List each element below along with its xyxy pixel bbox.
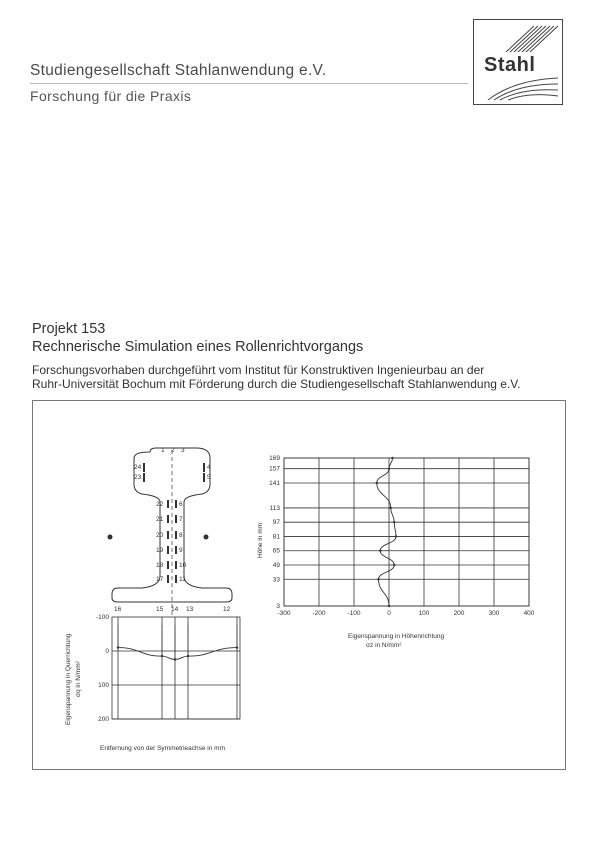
vertical-xtick-label: -100: [347, 610, 361, 617]
transverse-stress-chart: [65, 614, 240, 752]
logo-text: Stahl: [484, 54, 536, 76]
rail-label-23: 23: [134, 474, 142, 481]
rail-label-11: 11: [179, 576, 186, 583]
vertical-data-point: [393, 564, 395, 566]
project-description-line-1: Forschungsvorhaben durchgeführt vom Institut für Konstruktiven Ingenieurbau an der: [32, 363, 485, 377]
rail-label-5: 5: [207, 474, 211, 481]
vertical-ytick-label: 65: [272, 547, 280, 555]
organization-subtitle: Forschung für die Praxis: [30, 88, 192, 104]
vertical-chart-xlabel-1: Eigenspannung in Höhenrichtung: [348, 633, 445, 640]
vertical-data-point: [393, 521, 395, 523]
rail-label-19: 19: [156, 547, 164, 554]
rail-label-17: 17: [156, 576, 164, 583]
organization-name: Studiengesellschaft Stahlanwendung e.V.: [30, 62, 327, 79]
transverse-chart-ylabel-1: Eigenspannung in Querrichtung: [65, 633, 72, 725]
vertical-xtick-label: -300: [277, 610, 291, 617]
vertical-ytick-label: 81: [272, 533, 280, 541]
vertical-chart-xlabel-2: σz in N/mm²: [366, 642, 402, 649]
vertical-chart-frame: [284, 458, 529, 606]
transverse-ytick-label: 100: [98, 682, 109, 689]
project-subtitle: Rechnerische Simulation eines Rollenrichtvorgangs: [32, 339, 364, 355]
transverse-chart-frame: [112, 617, 240, 719]
transverse-data-point: [187, 655, 189, 657]
right-roller-icon: [204, 535, 209, 540]
transverse-chart-xlabel: Entfernung von der Symmetrieachse in mm: [100, 745, 225, 752]
vertical-data-point: [376, 482, 378, 484]
vertical-xtick-label: 100: [418, 610, 430, 617]
transverse-data-point: [236, 646, 238, 648]
rail-label-24: 24: [134, 464, 142, 471]
rail-label-6: 6: [179, 501, 183, 508]
rail-label-15: 15: [156, 606, 164, 613]
rail-label-12: 12: [223, 606, 231, 613]
vertical-ytick-label: 3: [276, 603, 280, 610]
rail-label-20: 20: [156, 532, 164, 539]
vertical-data-point: [395, 535, 397, 537]
vertical-ytick-label: 97: [272, 519, 280, 527]
rail-label-10: 10: [179, 562, 187, 569]
vertical-xtick-label: 200: [453, 610, 465, 617]
vertical-ytick-label: 141: [269, 479, 280, 487]
vertical-stress-chart: [257, 455, 535, 649]
vertical-xtick-label: 0: [387, 610, 391, 617]
vertical-ytick-label: 157: [269, 465, 280, 473]
vertical-ytick-label: 113: [269, 504, 280, 512]
rail-label-1: 1: [161, 447, 165, 454]
rail-label-3: 3: [181, 447, 185, 454]
vertical-data-point: [379, 550, 381, 552]
left-roller-icon: [108, 535, 113, 540]
vertical-xtick-label: -200: [312, 610, 326, 617]
figure-canvas: [32, 400, 566, 770]
transverse-stress-curve: [118, 648, 237, 660]
vertical-ytick-label: 33: [272, 576, 280, 584]
stahl-logo: [473, 19, 563, 105]
vertical-data-point: [390, 507, 392, 509]
rail-label-13: 13: [186, 606, 194, 613]
rail-label-18: 18: [156, 562, 164, 569]
vertical-data-point: [391, 457, 393, 459]
rail-label-16: 16: [114, 606, 122, 613]
project-description-line-2: Ruhr-Universität Bochum mit Förderung durch die Studiengesellschaft Stahlanwendung e.V.: [32, 377, 521, 391]
vertical-ytick-label: 169: [269, 455, 280, 462]
vertical-xtick-label: 300: [488, 610, 500, 617]
rail-label-4: 4: [207, 464, 211, 471]
rail-label-2: 2: [171, 447, 175, 454]
transverse-data-point: [174, 658, 176, 660]
header-divider: [30, 83, 468, 84]
transverse-ytick-label: 0: [105, 648, 109, 655]
transverse-ytick-label: -100: [95, 614, 109, 621]
rail-label-21: 21: [156, 516, 164, 523]
rail-label-22: 22: [156, 501, 164, 508]
transverse-data-point: [117, 646, 119, 648]
rail-label-8: 8: [179, 532, 183, 539]
vertical-data-point: [377, 578, 379, 580]
vertical-stress-curve: [377, 458, 396, 606]
transverse-data-point: [161, 655, 163, 657]
rail-label-9: 9: [179, 547, 183, 554]
rail-measurement-marks: [143, 463, 205, 583]
transverse-ytick-label: 200: [98, 716, 109, 723]
vertical-xtick-label: 400: [523, 610, 535, 617]
vertical-data-point: [388, 605, 390, 607]
vertical-data-point: [388, 467, 390, 469]
project-title: Projekt 153: [32, 321, 106, 337]
rail-label-14: 14: [171, 606, 179, 613]
rail-label-7: 7: [179, 516, 183, 523]
vertical-ytick-label: 49: [272, 561, 280, 569]
vertical-chart-ylabel: Höhe in mm: [257, 522, 264, 558]
transverse-chart-ylabel-2: σq in N/mm²: [75, 661, 82, 697]
